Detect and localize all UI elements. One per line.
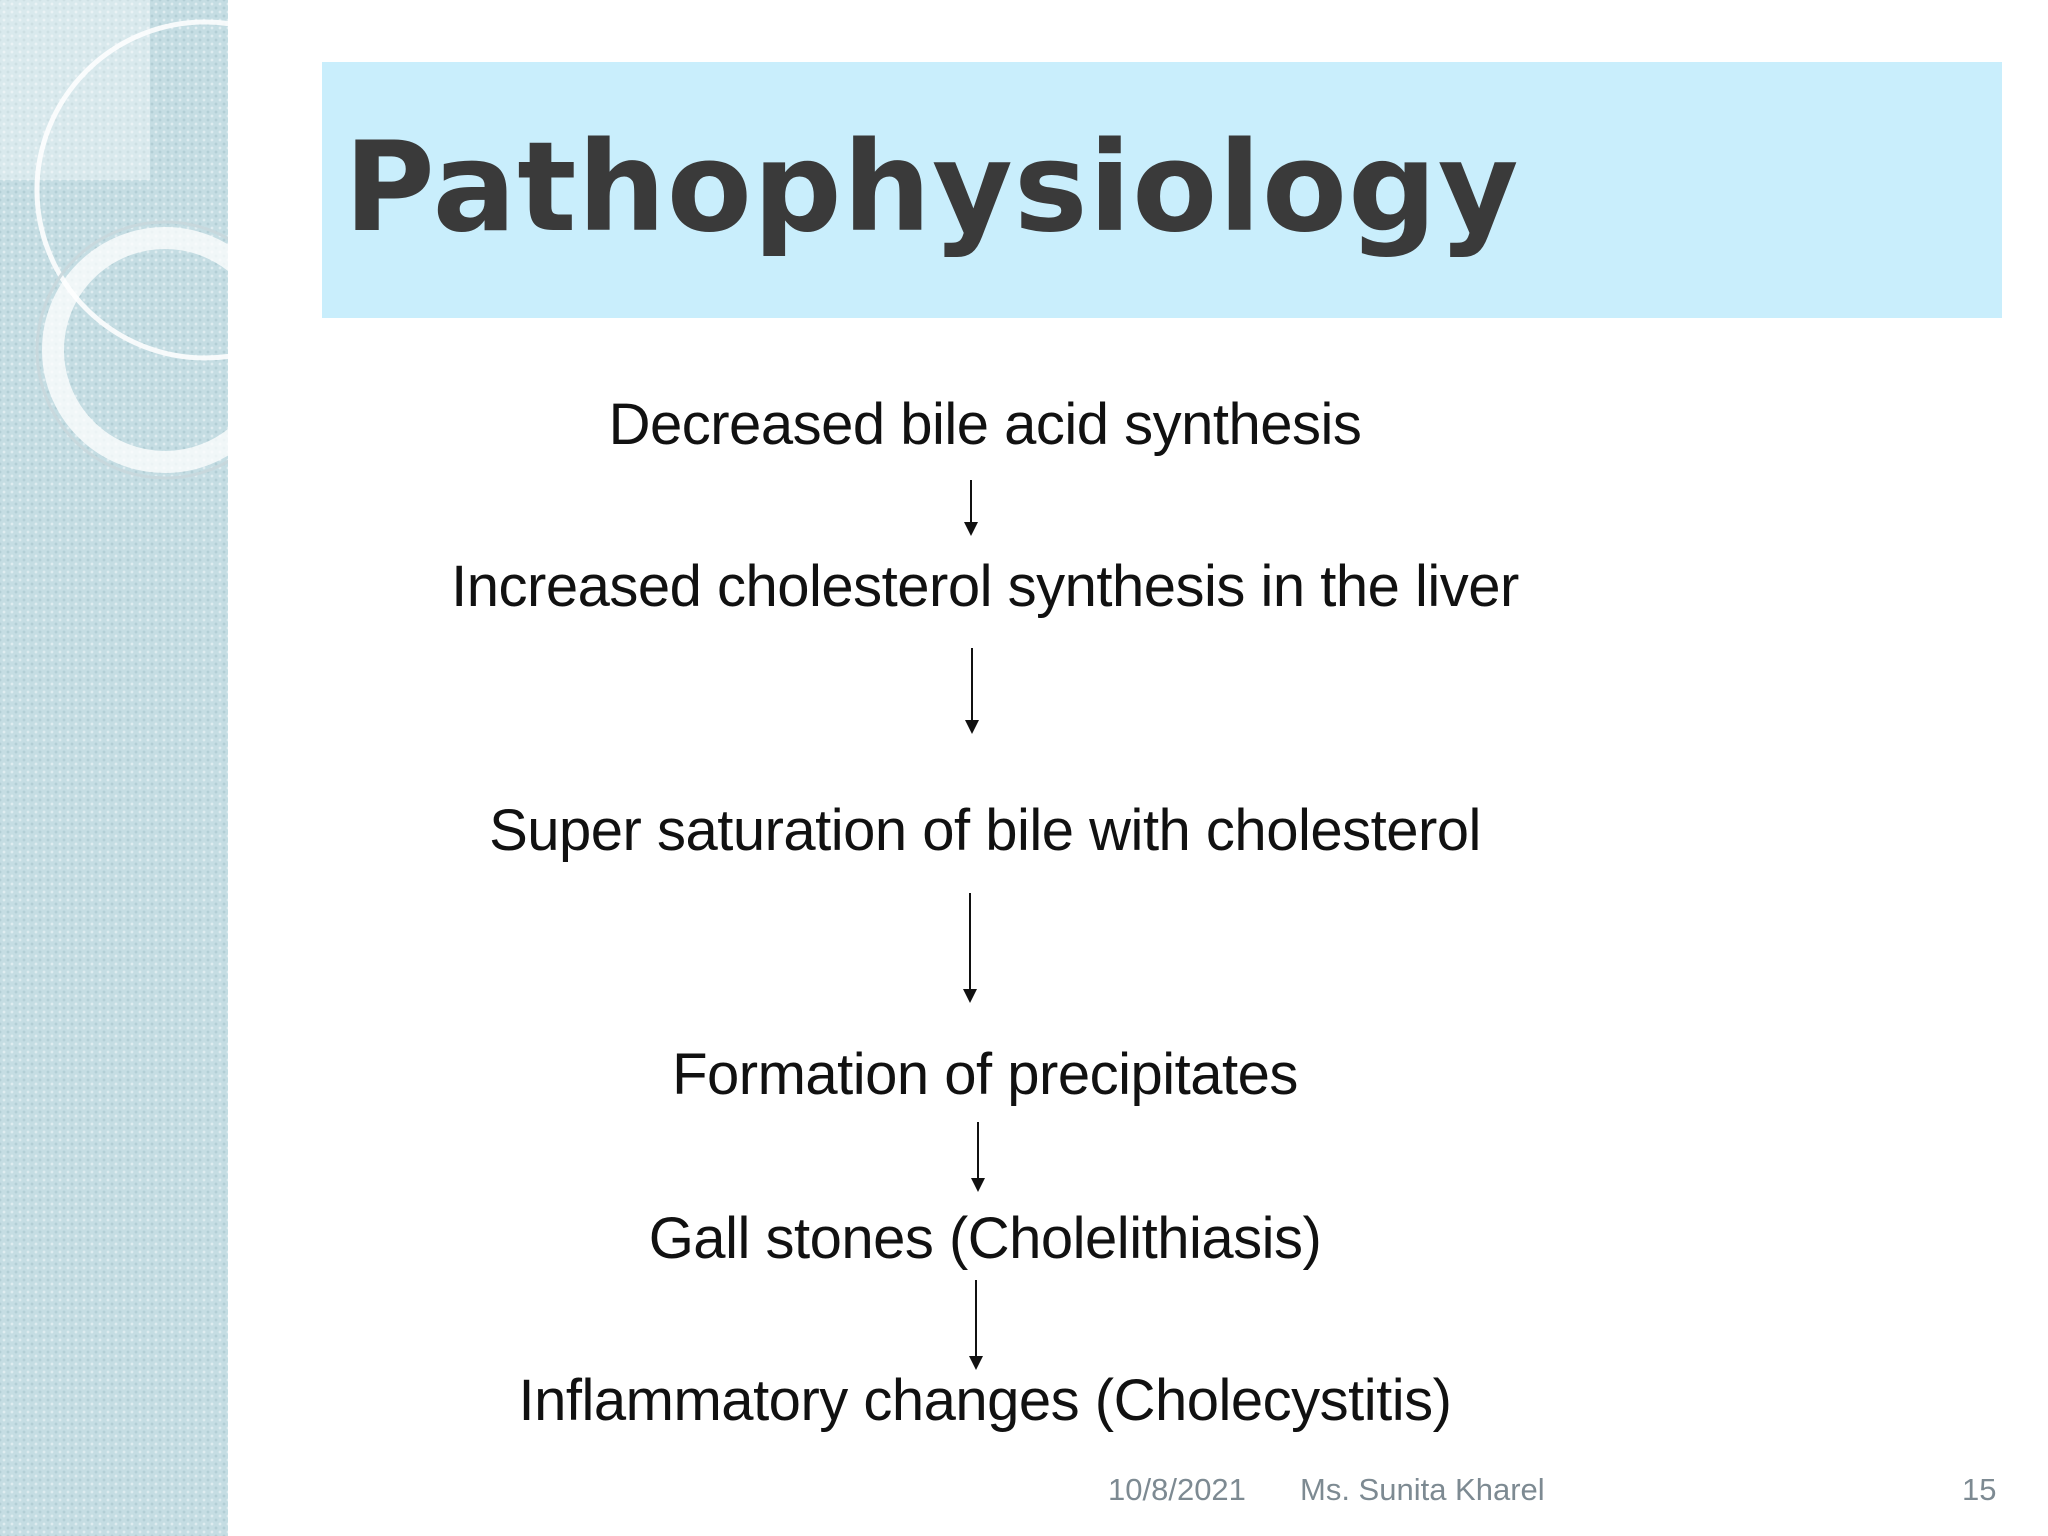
flow-arrow-1 bbox=[961, 480, 981, 536]
footer-author: Ms. Sunita Kharel bbox=[1300, 1472, 1545, 1507]
flow-step-super-saturation: Super saturation of bile with cholesterol bbox=[489, 798, 1481, 863]
flow-arrow-2 bbox=[962, 648, 982, 734]
flow-step-increased-cholesterol: Increased cholesterol synthesis in the liver bbox=[451, 554, 1519, 619]
flow-step-decreased-bile-acid: Decreased bile acid synthesis bbox=[608, 392, 1362, 457]
footer-date: 10/8/2021 bbox=[1108, 1472, 1246, 1507]
flow-arrow-3 bbox=[960, 893, 980, 1003]
flow-arrow-5 bbox=[966, 1280, 986, 1370]
flow-step-formation-of-precipitates: Formation of precipitates bbox=[672, 1042, 1298, 1107]
flow-arrow-4 bbox=[968, 1122, 988, 1192]
flow-step-gall-stones: Gall stones (Cholelithiasis) bbox=[648, 1206, 1322, 1271]
flow-step-inflammatory-changes: Inflammatory changes (Cholecystitis) bbox=[518, 1368, 1452, 1433]
slide-title: Pathophysiology bbox=[344, 116, 1520, 260]
footer-page-number: 15 bbox=[1962, 1472, 1997, 1507]
